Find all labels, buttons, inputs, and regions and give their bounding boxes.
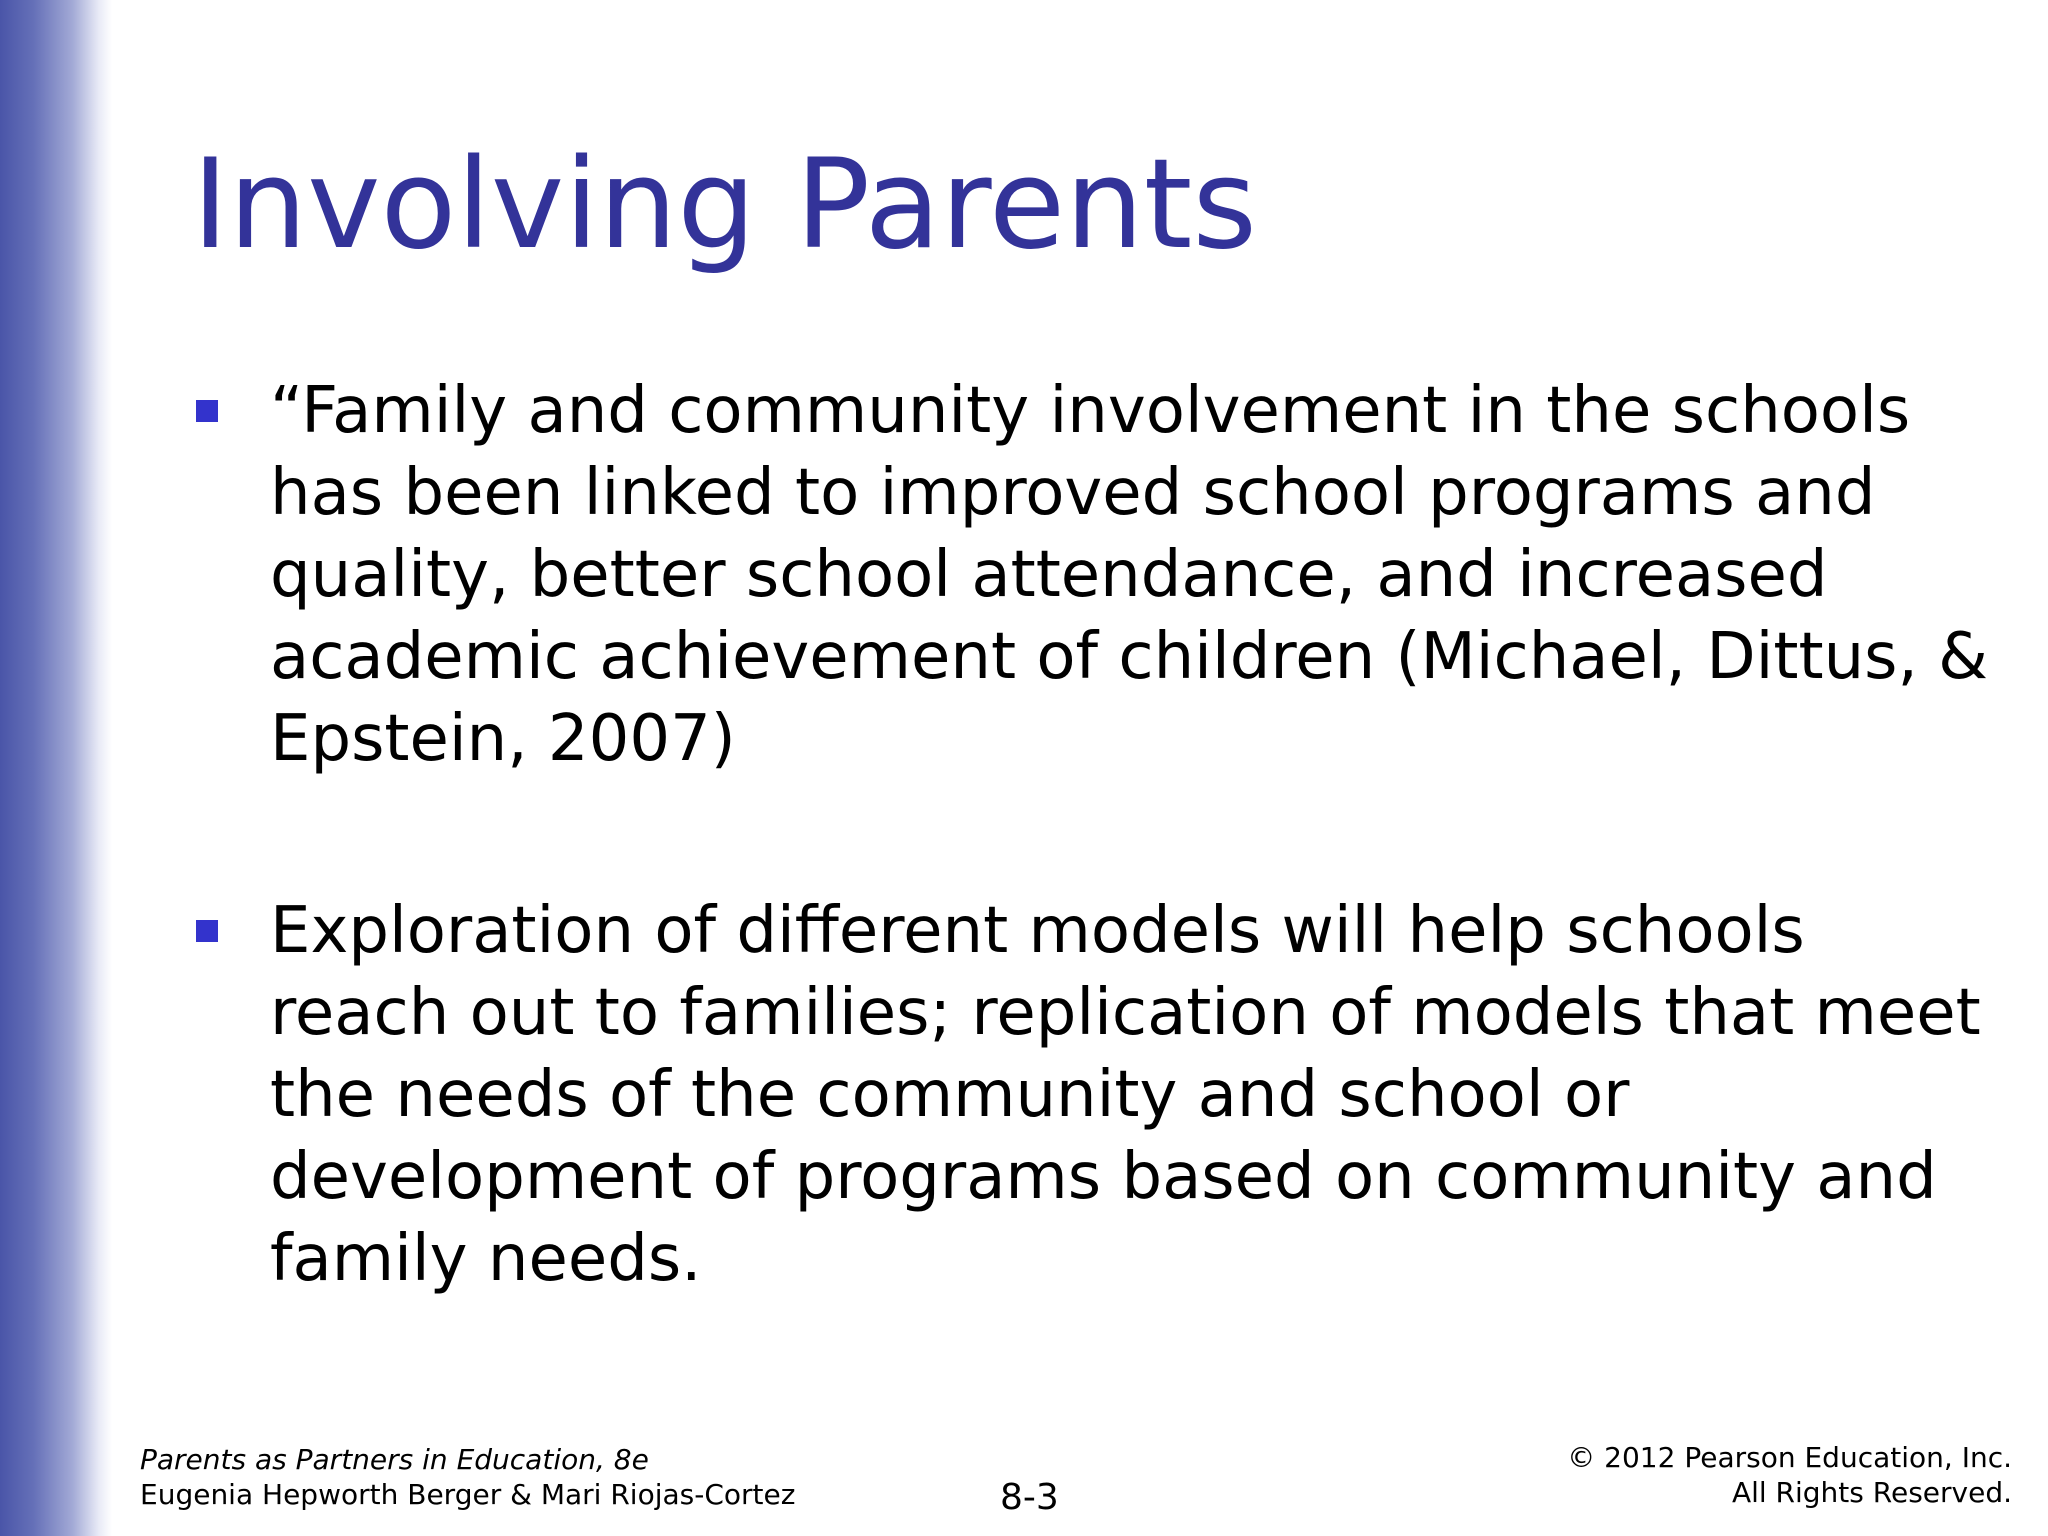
copyright-text: © 2012 Pearson Education, Inc.	[1567, 1441, 2012, 1474]
footer-book-title: Parents as Partners in Education, 8e	[140, 1443, 649, 1476]
bullet-item	[192, 890, 1992, 1300]
square-bullet-icon	[196, 400, 218, 422]
bullet-text: “Family and community involvement in the schools has been linked to improved school programs and quality, better school attendance, and increased academic achievement of children (Michael, Dittus, & Epstein, 2007)	[270, 374, 1989, 776]
square-bullet-icon	[196, 920, 218, 942]
bullet-text: Exploration of different models will help schools reach out to families; replication of models that meet the needs of the community and school or development of programs based on community and family needs.	[270, 894, 1981, 1296]
left-decorative-band	[0, 0, 112, 1536]
bullet-item	[192, 370, 1992, 780]
footer-citation	[140, 1442, 795, 1512]
footer-authors: Eugenia Hepworth Berger & Mari Riojas-Cortez	[140, 1478, 796, 1511]
footer-copyright	[1567, 1440, 2012, 1510]
bullet-list	[192, 370, 1992, 1300]
rights-text: All Rights Reserved.	[1731, 1476, 2012, 1509]
page-number: 8-3	[1000, 1477, 1059, 1518]
slide-title: Involving Parents	[192, 133, 1257, 277]
